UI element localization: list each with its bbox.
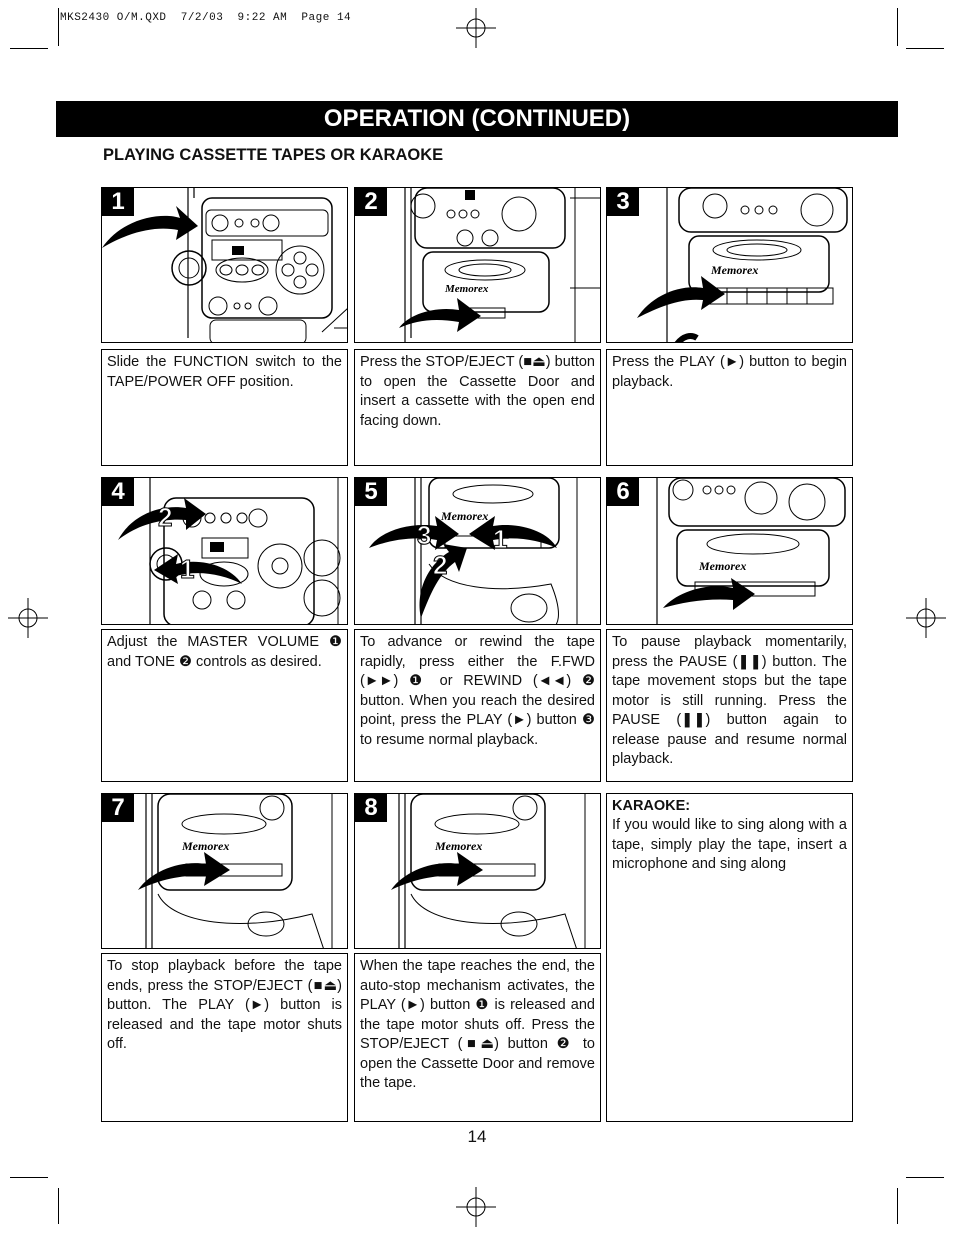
karaoke-machine-front-icon — [102, 188, 348, 343]
step-7-illustration — [101, 793, 348, 949]
callout-1: 1 — [180, 554, 195, 584]
callout-1: 1 — [493, 524, 508, 554]
memorex-logo: Memorex — [435, 839, 483, 853]
crop-mark — [10, 1177, 48, 1178]
karaoke-note — [606, 793, 853, 1122]
crop-mark — [10, 48, 48, 49]
registration-mark-icon — [8, 598, 48, 638]
step-number: 3 — [607, 188, 639, 216]
step-2-caption: Press the STOP/EJECT (■⏏) button to open the Cassette Door and insert a cassette with the open end facing down. — [354, 349, 601, 466]
step-number: 1 — [102, 188, 134, 216]
step-number: 6 — [607, 478, 639, 506]
step-6-illustration — [606, 477, 853, 625]
step-2-illustration — [354, 187, 601, 343]
step-6-caption: To pause playback momentarily, press the PAUSE (❚❚) button. The tape movement stops but the tape motor is still running. Press the PAUSE (❚❚) button again to release pause and resume normal playback. — [606, 629, 853, 782]
step-1-illustration — [101, 187, 348, 343]
step-number: 7 — [102, 794, 134, 822]
crop-mark — [906, 1177, 944, 1178]
callout-2: 2 — [158, 502, 173, 532]
registration-mark-icon — [456, 8, 496, 48]
page-header-banner: OPERATION (CONTINUED) — [56, 101, 898, 137]
section-title: PLAYING CASSETTE TAPES OR KARAOKE — [103, 146, 444, 164]
cassette-door-icon — [355, 188, 601, 343]
crop-mark — [58, 8, 59, 46]
step-8-illustration — [354, 793, 601, 949]
memorex-logo: Memorex — [445, 283, 489, 295]
step-4-caption: Adjust the MASTER VOLUME ❶ and TONE ❷ controls as desired. — [101, 629, 348, 782]
volume-tone-knobs-icon — [102, 478, 348, 625]
step-3-illustration — [606, 187, 853, 343]
registration-mark-icon — [456, 1187, 496, 1227]
step-3-caption: Press the PLAY (►) button to begin playback. — [606, 349, 853, 466]
step-4-illustration — [101, 477, 348, 625]
step-number: 8 — [355, 794, 387, 822]
crop-mark — [897, 8, 898, 46]
auto-stop-eject-icon — [355, 794, 601, 949]
karaoke-text: If you would like to sing along with a tape, simply play the tape, insert a microphone and sing along — [612, 817, 847, 872]
step-1-caption: Slide the FUNCTION switch to the TAPE/POWER OFF position. — [101, 349, 348, 466]
memorex-logo: Memorex — [699, 559, 747, 573]
pause-button-icon — [607, 478, 853, 625]
karaoke-title: KARAOKE: — [612, 798, 691, 814]
memorex-logo: Memorex — [441, 509, 489, 523]
step-5-caption: To advance or rewind the tape rapidly, press either the F.FWD (►►) ❶ or REWIND (◄◄) ❷ button. When you reach the desired point, press the PLAY (►) button ❸ to resume normal playback. — [354, 629, 601, 782]
step-8-caption: When the tape reaches the end, the auto-stop mechanism activates, the PLAY (►) button ❶ is released and the tape motor shuts off. Press the STOP/EJECT (■⏏) button ❷ to open the Cassette Door and remove the tape. — [354, 953, 601, 1122]
crop-mark — [58, 1188, 59, 1224]
stop-eject-icon — [102, 794, 348, 949]
step-5-illustration — [354, 477, 601, 625]
step-number: 4 — [102, 478, 134, 506]
crop-mark — [897, 1188, 898, 1224]
callout-2: 2 — [433, 550, 448, 580]
fast-forward-rewind-icon — [355, 478, 601, 625]
slug-line: MKS2430 O/M.QXD 7/2/03 9:22 AM Page 14 — [60, 12, 352, 24]
memorex-logo: Memorex — [182, 839, 230, 853]
step-number: 2 — [355, 188, 387, 216]
play-button-icon — [607, 188, 853, 343]
step-7-caption: To stop playback before the tape ends, press the STOP/EJECT (■⏏) button. The PLAY (►) button is released and the tape motor shuts off. — [101, 953, 348, 1122]
crop-mark — [906, 48, 944, 49]
page-number: 14 — [467, 1127, 487, 1146]
callout-3: 3 — [417, 520, 432, 550]
step-number: 5 — [355, 478, 387, 506]
memorex-logo: Memorex — [711, 263, 759, 277]
registration-mark-icon — [906, 598, 946, 638]
